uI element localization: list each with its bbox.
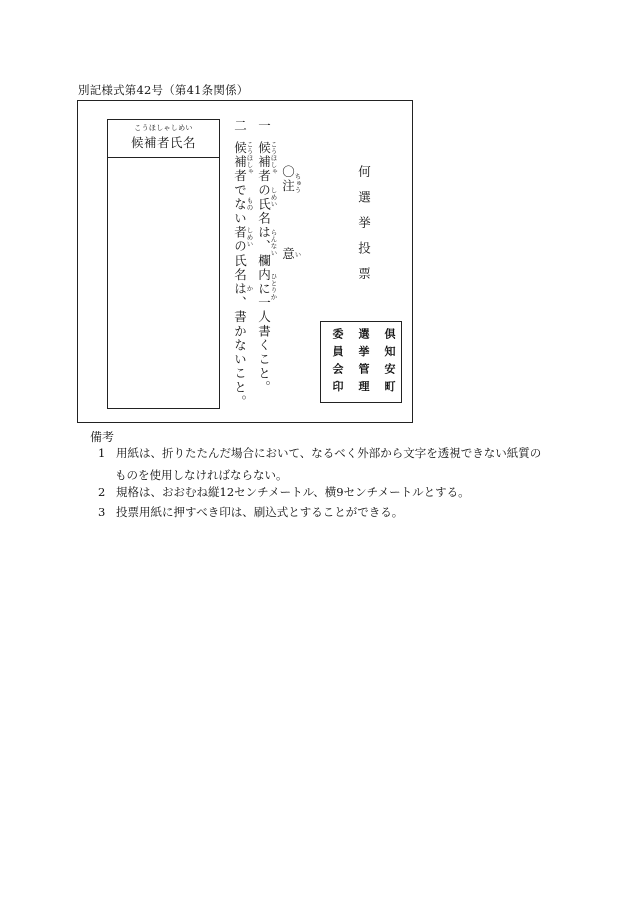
note-heading-ruby: ちゅう [293,173,302,194]
note-item-1-text: 用紙は、折りたたんだ場合において、なるべく外部から文字を透視できない紙質の [116,446,542,460]
ballot-sample [77,100,413,423]
seal-column-1: 倶知安町 [383,328,396,398]
note-heading-2: 意 [280,247,296,262]
note-two-ruby-2: もの [245,197,254,211]
note-two-number: 二 [232,119,248,134]
note-heading-2-ruby: い [293,251,302,258]
candidate-name-title: 候補者氏名 [130,135,196,150]
note-one-ruby-1: こうほしゃ [269,141,278,175]
note-one-ruby-3: らんない [269,229,278,256]
form-label: 別記様式第42号（第41条関係） [78,83,249,97]
note-one-ruby-4: ひとりか [269,273,278,300]
candidate-name-header [108,120,219,158]
candidate-name-box [107,119,220,409]
candidate-name-ruby: こうほしゃしめい [134,124,193,132]
note-item-2 [98,482,470,502]
note-two-ruby-1: こうほしゃ [245,141,254,175]
note-one-text: 候補者の氏名は、欄内に一人書くこと。 [256,141,272,395]
election-commission-seal [320,321,402,403]
notes-title: 備考 [90,430,115,444]
note-item-2-number: 2 [98,485,106,499]
note-item-2-text: 規格は、おおむね縦12センチメートル、横9センチメートルとする。 [116,485,470,499]
note-item-3-number: 3 [98,505,106,519]
election-title: 何選挙投票 [356,165,372,293]
note-heading: 〇注 [280,165,296,194]
note-item-3-text: 投票用紙に押すべき印は、刷込式とすることができる。 [116,505,404,519]
note-item-3 [98,502,403,522]
note-two-ruby-4: か [245,285,254,292]
note-item-1 [98,443,541,463]
note-one-number: 一 [256,119,272,134]
note-item-1-continuation: ものを使用しなければならない。 [115,468,288,482]
seal-column-3: 委員会印 [331,328,344,398]
note-one-ruby-2: しめい [269,187,278,208]
note-two-text: 候補者でない者の氏名は、書かないこと。 [232,141,248,409]
note-two-ruby-3: しめい [245,227,254,248]
note-item-1-number: 1 [98,446,106,460]
seal-column-2: 選挙管理 [357,328,370,398]
